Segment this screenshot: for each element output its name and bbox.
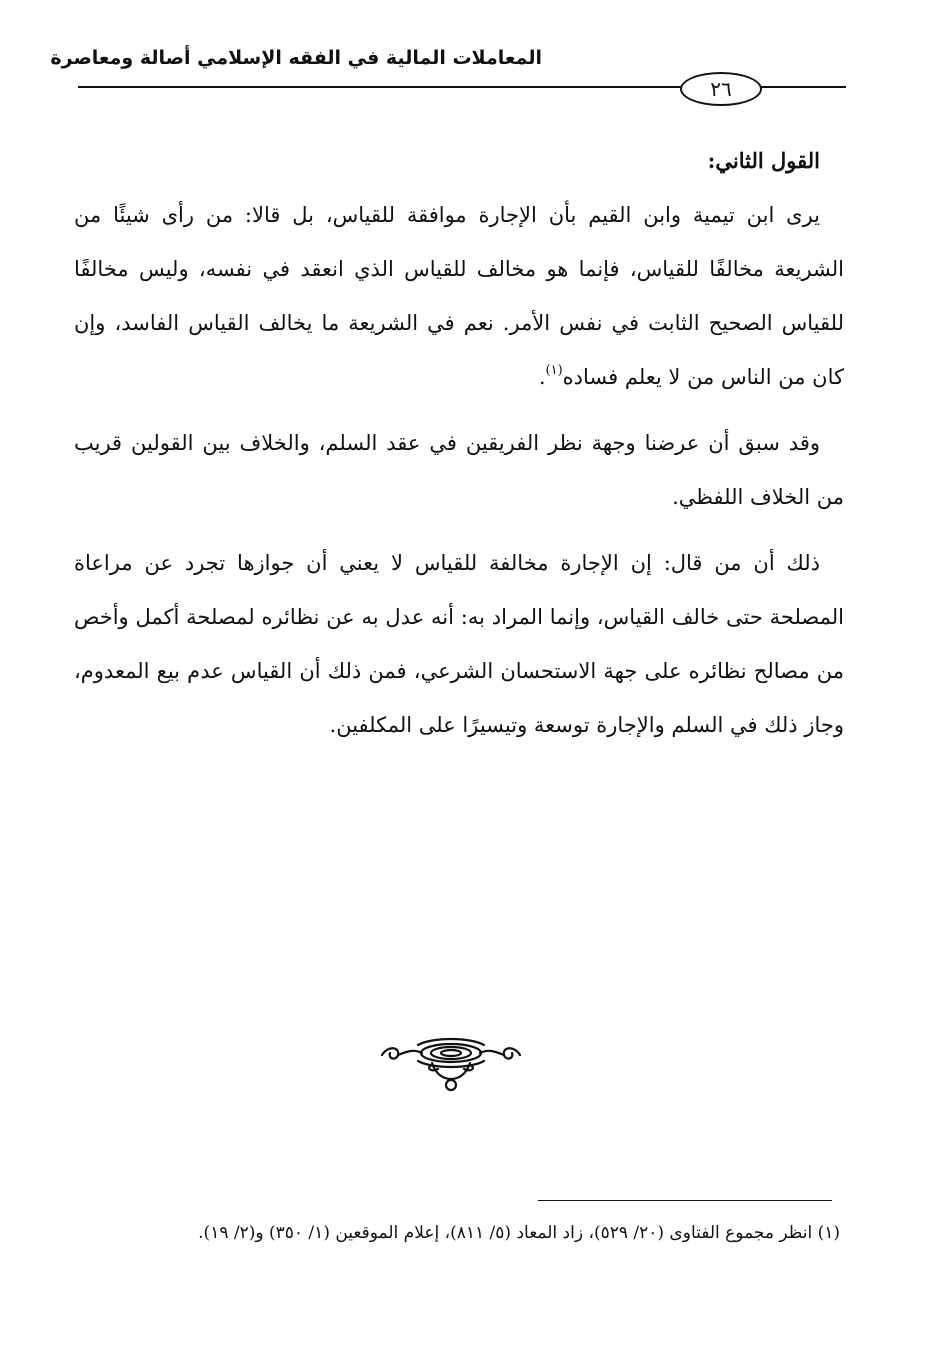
footnote-reference: (١) — [545, 363, 563, 378]
section-heading: القول الثاني: — [707, 148, 820, 173]
main-text — [74, 134, 844, 764]
paragraph-1 — [74, 188, 844, 404]
page-number: ٢٦ — [680, 72, 762, 106]
paragraph-1-text: يرى ابن تيمية وابن القيم بأن الإجارة موافقة للقياس، بل قالا: من رأى شيئًا من الشريعة مخالفًا للقياس، فإنما هو مخالف للقياس الذي انعقد في نفسه، وليس مخالفًا للقياس الصحيح الثابت في نفس الأمر. نعم في الشريعة ما يخالف القياس الفاسد، وإن كان من الناس من لا يعلم فساده — [74, 203, 844, 389]
running-header-title: المعاملات المالية في الفقه الإسلامي أصالة ومعاصرة — [50, 47, 542, 69]
footnote-1: (١) انظر مجموع الفتاوى (٢٠/ ٥٢٩)، زاد المعاد (٥/ ٨١١)، إعلام الموقعين (١/ ٣٥٠) و(٢/ ١٩). — [198, 1223, 840, 1243]
paragraph-2: وقد سبق أن عرضنا وجهة نظر الفريقين في عقد السلم، والخلاف بين القولين قريب من الخلاف اللفظي. — [74, 431, 844, 509]
paragraph-3: ذلك أن من قال: إن الإجارة مخالفة للقياس لا يعني أن جوازها تجرد عن مراعاة المصلحة حتى خالف القياس، وإنما المراد به: أنه عدل به عن نظائره لمصلحة أكمل وأخص من مصالح نظائره على جهة الاستحسان الشرعي، فمن ذلك أن القياس عدم بيع المعدوم، وجاز ذلك في السلم والإجارة توسعة وتيسيرًا على المكلفين. — [74, 551, 844, 737]
footnote-separator — [538, 1200, 832, 1201]
paragraph-1-end: . — [538, 365, 546, 389]
floral-divider-ornament-icon — [378, 1033, 524, 1093]
